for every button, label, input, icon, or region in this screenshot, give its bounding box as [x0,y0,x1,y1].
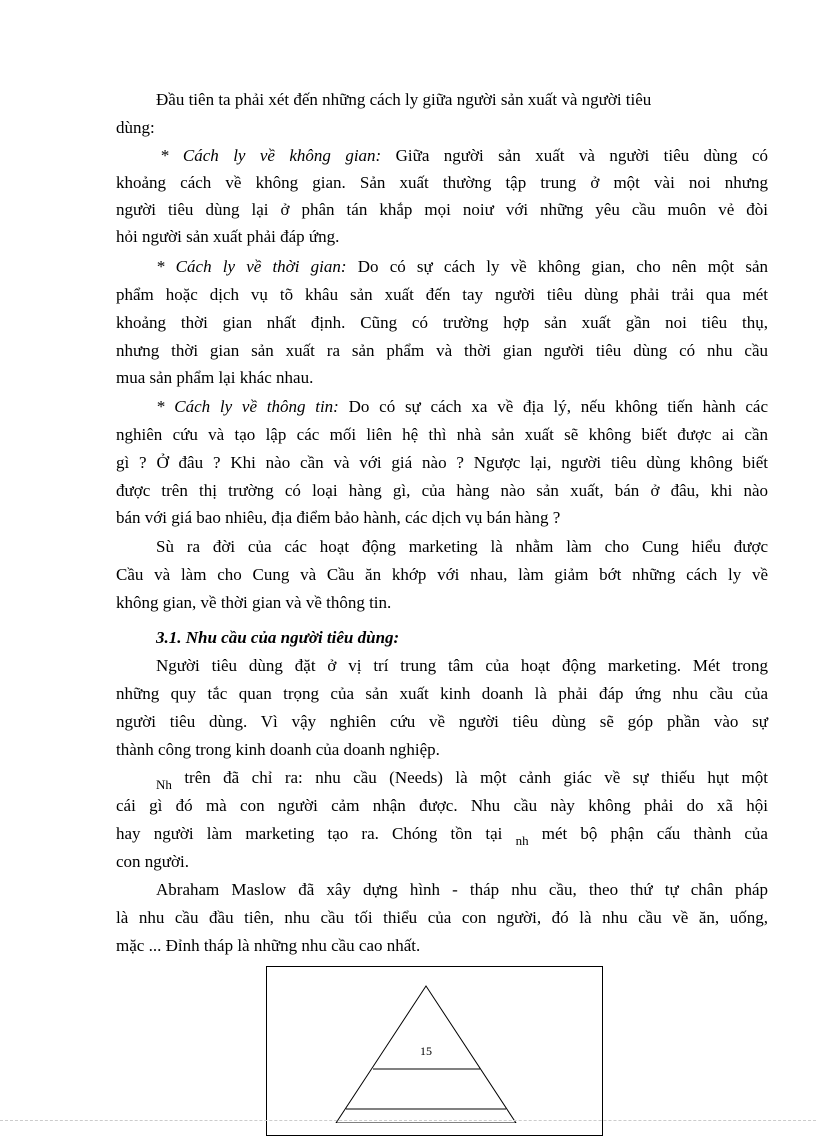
text-span: phẩm hoặc dịch vụ tõ khâu sản xuất đến tay người tiêu dùng phải trải qua mét [116,285,768,304]
italic-label: * Cách ly về thông tin: [156,397,339,416]
text-span: Giữa người sản xuất và người tiêu dùng có [381,146,768,165]
text-span: Do có sự cách xa về địa lý, nếu không tiến hành các [338,397,769,416]
text-span: Do có sự cách ly về không gian, cho nên một sản [346,257,768,276]
text-span: Đầu tiên ta phải xét đến những cách ly giữa người sản xuất và người tiêu [156,90,652,109]
text-span: nhưng thời gian sản xuất ra sản phẩm và thời gian người tiêu dùng có nhu cầu [116,341,768,360]
text-span: là nhu cầu đầu tiên, nhu cầu tối thiểu của con người, đó là nhu cầu về ăn, uống, [116,908,768,927]
text-span: trên đã chỉ ra: nhu cầu (Needs) là một cảnh giác về sự thiếu hụt một [171,768,768,787]
text-span: cái gì đó mà con người cảm nhận được. Nhu cầu này không phải do xã hội [116,796,768,815]
text-span: thành công trong kinh doanh của doanh nghiệp. [116,740,440,759]
text-span: hỏi người sản xuất phải đáp ứng. [116,227,340,246]
text-span: nghiên cứu và tạo lập các mối liên hệ thì nhà sản xuất sẽ không biết được ai cần [116,425,768,444]
text-span: dùng: [116,118,155,137]
text-span: hay người làm marketing tạo ra. Chóng tồn tại [116,824,516,843]
italic-label: * Cách ly về không gian: [160,146,382,165]
text-span: mặc ... Đỉnh tháp là những nhu cầu cao nhất. [116,936,421,955]
text-span: mua sản phẩm lại khác nhau. [116,368,314,387]
text-span: những quy tắc quan trọng của sản xuất kinh doanh là phải đáp ứng nhu cầu của [116,684,768,703]
page-number: 15 [420,1044,432,1058]
text-span: Cầu và làm cho Cung và Cầu ăn khớp với nhau, làm giảm bớt những cách ly về [116,565,768,584]
text-span: khoảng thời gian nhất định. Cũng có trường hợp sản xuất gần noi tiêu thụ, [116,313,768,332]
text-span: bán với giá bao nhiêu, địa điểm bảo hành, các dịch vụ bán hàng ? [116,508,561,527]
page-bottom-divider [0,1120,816,1121]
text-span: mét bộ phận cấu thành của [528,824,768,843]
text-span: không gian, về thời gian và về thông tin. [116,593,392,612]
italic-label: * Cách ly về thời gian: [156,257,347,276]
text-span: Sù ra đời của các hoạt động marketing là nhằm làm cho Cung hiểu được [156,537,768,556]
text-span: Người tiêu dùng đặt ở vị trí trung tâm của hoạt động marketing. Mét trong [156,656,768,675]
text-span: người tiêu dùng lại ở phân tán khắp mọi noiư với những yêu cầu muôn vẻ đòi [116,200,768,219]
text-span: người tiêu dùng. Vì vậy nghiên cứu về người tiêu dùng sẽ góp phần vào sự [116,712,768,731]
text-span: gì ? Ở đâu ? Khi nào cần và với giá nào ? Ngược lại, người tiêu dùng không biết [116,453,768,472]
text-span: Nh [156,777,172,792]
text-span: Abraham Maslow đã xây dựng hình - tháp nhu cầu, theo thứ tự chân pháp [156,880,768,899]
heading-text: 3.1. Nhu cầu của người tiêu dùng: [156,628,400,647]
text-span: nh [515,833,529,848]
text-span: khoảng cách về không gian. Sản xuất thường tập trung ở một vài noi nhưng [116,173,768,192]
text-span: được trên thị trường có loại hàng gì, của hàng nào sản xuất, bán ở đâu, khi nào [116,481,768,500]
text-span: con người. [116,852,189,871]
